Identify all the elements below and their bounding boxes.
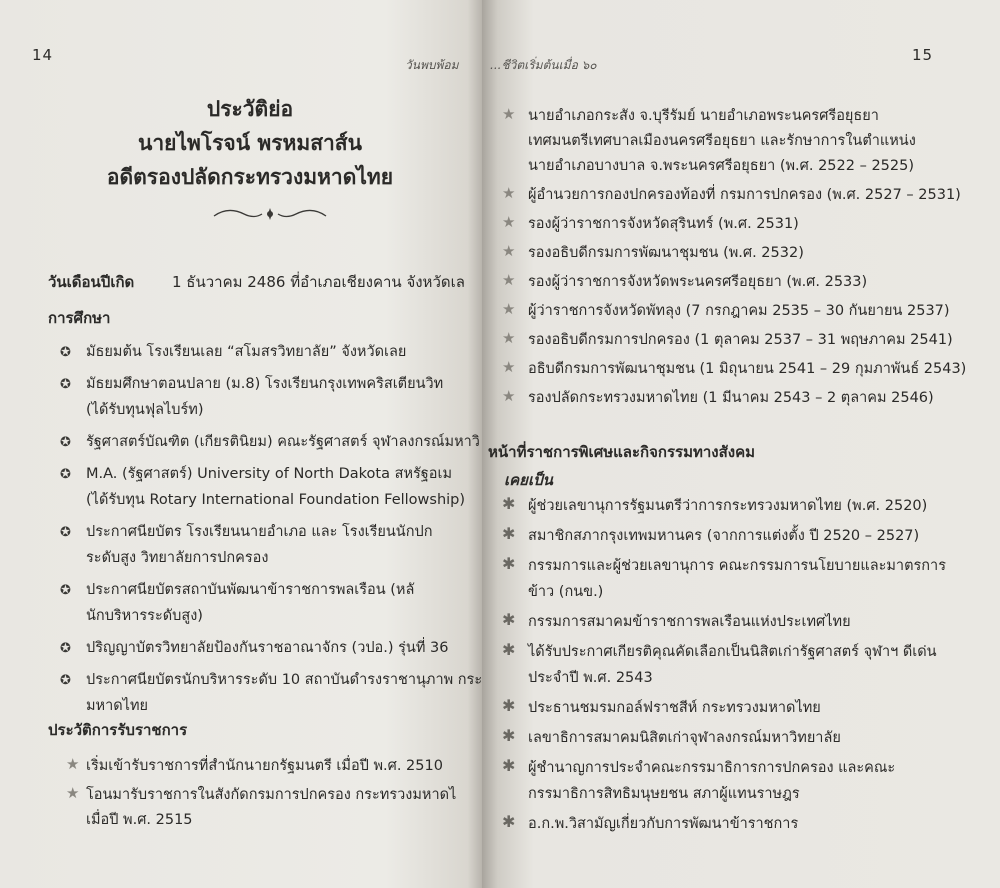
- asterisk-bullet-icon: ✱: [502, 640, 516, 659]
- education-item: มัธยมต้น โรงเรียนเลย “สโมสรวิทยาลัย” จังหวัดเลย: [86, 344, 407, 360]
- past-position-item: กรรมการและผู้ช่วยเลขานุการ คณะกรรมการนโยบายและมาตรการ: [528, 558, 946, 574]
- career-star-icon: ★: [502, 213, 516, 231]
- past-position-item: ผู้ช่วยเลขานุการรัฐมนตรีว่าการกระทรวงมหาดไทย (พ.ศ. 2520): [528, 498, 928, 514]
- education-item: ปริญญาบัตรวิทยาลัยป้องกันราชอาณาจักร (วปอ.) รุ่นที่ 36: [86, 640, 449, 656]
- career-star-icon: ★: [502, 387, 516, 405]
- education-item: ประกาศนียบัตรสถาบันพัฒนาข้าราชการพลเรือน (หลั: [86, 582, 415, 598]
- education-item: (ได้รับทุน Rotary International Foundation Fellowship): [86, 492, 466, 508]
- past-position-item: ประธานชมรมกอล์ฟราชสีห์ กระทรวงมหาดไทย: [528, 700, 821, 716]
- career-item: โอนมารับราชการในสังกัดกรมการปกครอง กระทรวงมหาดไ: [86, 787, 457, 803]
- career-star-icon: ★: [502, 242, 516, 260]
- asterisk-bullet-icon: ✱: [502, 524, 516, 543]
- education-item: นักบริหารระดับสูง): [86, 608, 203, 624]
- career-item: ผู้อำนวยการกองปกครองท้องที่ กรมการปกครอง (พ.ศ. 2527 – 2531): [528, 187, 961, 203]
- education-item: ประกาศนียบัตร โรงเรียนนายอำเภอ และ โรงเรียนนักปก: [86, 524, 433, 540]
- career-item: รองอธิบดีกรมการปกครอง (1 ตุลาคม 2537 – 31 พฤษภาคม 2541): [528, 332, 953, 348]
- left-page: [0, 0, 482, 888]
- past-position-item: กรรมาธิการสิทธิมนุษยชน สภาผู้แทนราษฎร: [528, 786, 800, 802]
- career-item: เริ่มเข้ารับราชการที่สำนักนายกรัฐมนตรี เมื่อปี พ.ศ. 2510: [86, 758, 443, 774]
- past-position-item: ข้าว (กนข.): [528, 584, 604, 600]
- special-duties-heading: หน้าที่ราชการพิเศษและกิจกรรมทางสังคม: [488, 443, 756, 461]
- title-line: อดีตรองปลัดกระทรวงมหาดไทย: [106, 165, 394, 189]
- education-item: รัฐศาสตร์บัณฑิต (เกียรตินิยม) คณะรัฐศาสตร์ จุฬาลงกรณ์มหาวิ: [86, 434, 480, 450]
- education-bullet-icon: ✪: [60, 525, 71, 540]
- asterisk-bullet-icon: ✱: [502, 812, 516, 831]
- career-item: ผู้ว่าราชการจังหวัดพัทลุง (7 กรกฎาคม 2535 – 30 กันยายน 2537): [528, 303, 950, 319]
- past-position-item: เลขาธิการสมาคมนิสิตเก่าจุฬาลงกรณ์มหาวิทยาลัย: [528, 730, 841, 746]
- past-position-item: ผู้ชำนาญการประจำคณะกรรมาธิการการปกครอง และคณะ: [528, 760, 896, 776]
- asterisk-bullet-icon: ✱: [502, 554, 516, 573]
- career-star-icon: ★: [502, 358, 516, 376]
- career-star-icon: ★: [66, 784, 80, 802]
- career-star-icon: ★: [502, 271, 516, 289]
- career-item: รองผู้ว่าราชการจังหวัดสุรินทร์ (พ.ศ. 2531): [528, 216, 799, 232]
- ornament-divider-icon: [210, 204, 330, 224]
- birth-label: วันเดือนปีเกิด: [48, 273, 135, 291]
- page-number-right: 15: [912, 46, 934, 64]
- education-item: มัธยมศึกษาตอนปลาย (ม.8) โรงเรียนกรุงเทพคริสเตียนวิท: [86, 376, 444, 392]
- career-star-icon: ★: [66, 755, 80, 773]
- career-item: รองปลัดกระทรวงมหาดไทย (1 มีนาคม 2543 – 2 ตุลาคม 2546): [528, 390, 934, 406]
- career-star-icon: ★: [502, 184, 516, 202]
- title-line: นายไพโรจน์ พรหมสาส์น: [138, 131, 362, 155]
- career-item: รองอธิบดีกรมการพัฒนาชุมชน (พ.ศ. 2532): [528, 245, 804, 261]
- past-position-item: ได้รับประกาศเกียรติคุณคัดเลือกเป็นนิสิตเก่ารัฐศาสตร์ จุฬาฯ ดีเด่น: [528, 644, 937, 660]
- education-bullet-icon: ✪: [60, 345, 71, 360]
- career-item: เมื่อปี พ.ศ. 2515: [86, 812, 193, 828]
- asterisk-bullet-icon: ✱: [502, 610, 516, 629]
- education-item: M.A. (รัฐศาสตร์) University of North Dakota สหรัฐอเม: [86, 466, 453, 482]
- asterisk-bullet-icon: ✱: [502, 726, 516, 745]
- birth-value: 1 ธันวาคม 2486 ที่อำเภอเชียงคาน จังหวัดเล: [172, 273, 465, 291]
- career-star-icon: ★: [502, 329, 516, 347]
- career-item: นายอำเภอบางบาล จ.พระนครศรีอยุธยา (พ.ศ. 2522 – 2525): [528, 158, 914, 174]
- past-position-item: ประจำปี พ.ศ. 2543: [528, 670, 653, 686]
- asterisk-bullet-icon: ✱: [502, 756, 516, 775]
- education-item: ประกาศนียบัตรนักบริหารระดับ 10 สถาบันดำรงราชานุภาพ กระ: [86, 672, 482, 688]
- career-heading: ประวัติการรับราชการ: [48, 721, 188, 739]
- education-bullet-icon: ✪: [60, 435, 71, 450]
- education-bullet-icon: ✪: [60, 673, 71, 688]
- career-item: รองผู้ว่าราชการจังหวัดพระนครศรีอยุธยา (พ.ศ. 2533): [528, 274, 868, 290]
- education-bullet-icon: ✪: [60, 377, 71, 392]
- right-page: [482, 0, 1000, 888]
- education-bullet-icon: ✪: [60, 583, 71, 598]
- running-head-right: ...ชีวิตเริ่มต้นเมื่อ ๖๐: [490, 58, 597, 72]
- education-item: (ได้รับทุนฟุลไบร์ท): [86, 402, 204, 418]
- education-item: มหาดไทย: [86, 698, 149, 714]
- asterisk-bullet-icon: ✱: [502, 696, 516, 715]
- career-star-icon: ★: [502, 300, 516, 318]
- career-item: เทศมนตรีเทศบาลเมืองนครศรีอยุธยา และรักษาการในตำแหน่ง: [528, 133, 916, 149]
- title-line: ประวัติย่อ: [206, 97, 294, 121]
- past-positions-heading: เคยเป็น: [504, 471, 553, 489]
- education-bullet-icon: ✪: [60, 467, 71, 482]
- past-position-item: กรรมการสมาคมข้าราชการพลเรือนแห่งประเทศไทย: [528, 614, 851, 630]
- career-item: อธิบดีกรมการพัฒนาชุมชน (1 มิถุนายน 2541 – 29 กุมภาพันธ์ 2543): [528, 361, 967, 377]
- education-bullet-icon: ✪: [60, 641, 71, 656]
- past-position-item: อ.ก.พ.วิสามัญเกี่ยวกับการพัฒนาข้าราชการ: [528, 816, 799, 832]
- past-position-item: สมาชิกสภากรุงเทพมหานคร (จากการแต่งตั้ง ปี 2520 – 2527): [528, 528, 920, 544]
- education-heading: การศึกษา: [48, 309, 111, 327]
- education-item: ระดับสูง วิทยาลัยการปกครอง: [86, 550, 269, 566]
- running-head-left: วันพบพ้อม: [405, 58, 459, 72]
- asterisk-bullet-icon: ✱: [502, 494, 516, 513]
- biography-title: [0, 92, 482, 194]
- career-star-icon: ★: [502, 105, 516, 123]
- career-item: นายอำเภอกระสัง จ.บุรีรัมย์ นายอำเภอพระนครศรีอยุธยา: [528, 108, 879, 124]
- page-number-left: 14: [32, 46, 54, 64]
